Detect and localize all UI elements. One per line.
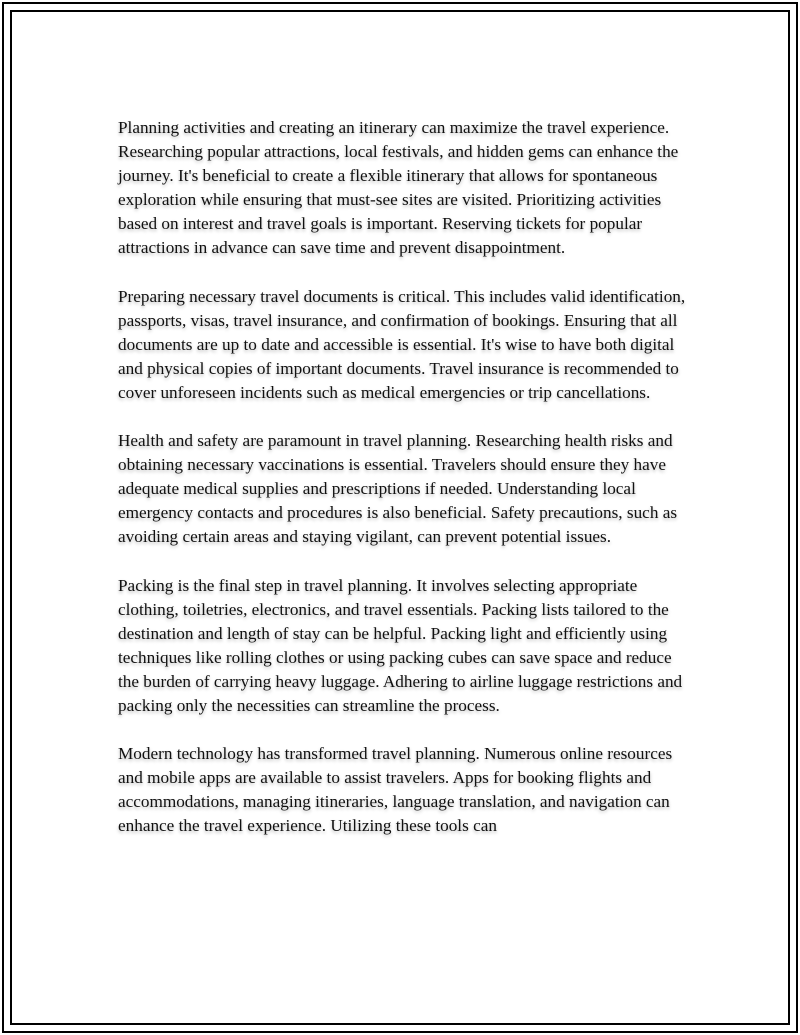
document-body [118, 116, 690, 862]
paragraph-travel-documents: Preparing necessary travel documents is critical. This includes valid identification, passports, visas, travel insurance, and confirmation of bookings. Ensuring that all documents are up to date and accessible is essential. It's wise to have both digital and physical copies of important documents. Travel insurance is recommended to cover unforeseen incidents such as medical emergencies or trip cancellations. [118, 286, 686, 402]
paragraph-technology: Modern technology has transformed travel planning. Numerous online resources and mobile apps are available to assist travelers. Apps for booking flights and accommodations, managing itineraries, language translation, and navigation can enhance the travel experience. Utilizing these tools can [118, 744, 673, 836]
paragraph-packing: Packing is the final step in travel planning. It involves selecting appropriate clothing, toiletries, electronics, and travel essentials. Packing lists tailored to the destination and length of stay can be helpful. Packing light and efficiently using techniques like rolling clothes or using packing cubes can save space and reduce the burden of carrying heavy luggage. Adhering to airline luggage restrictions and packing only the necessities can streamline the process. [118, 575, 683, 715]
paragraph-health-safety: Health and safety are paramount in travel planning. Researching health risks and obtaining necessary vaccinations is essential. Travelers should ensure they have adequate medical supplies and prescriptions if needed. Understanding local emergency contacts and procedures is also beneficial. Safety precautions, such as avoiding certain areas and staying vigilant, can prevent potential issues. [118, 431, 678, 547]
paragraph-itinerary: Planning activities and creating an itinerary can maximize the travel experience. Researching popular attractions, local festivals, and hidden gems can enhance the journey. It's beneficial to create a flexible itinerary that allows for spontaneous exploration while ensuring that must-see sites are visited. Prioritizing activities based on interest and travel goals is important. Reserving tickets for popular attractions in advance can save time and prevent disappointment. [118, 118, 679, 258]
